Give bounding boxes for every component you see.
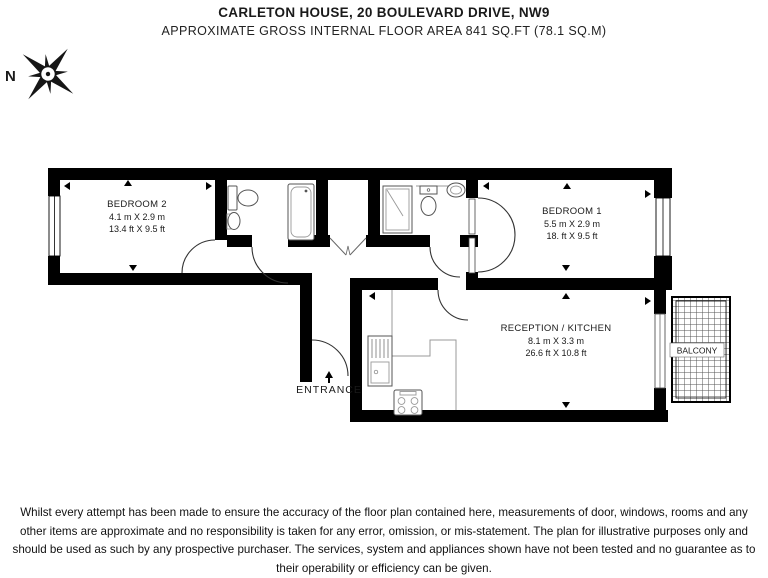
entrance-arrow-icon: [325, 371, 333, 383]
door-bedroom2: [182, 240, 215, 273]
bathtub-icon: [288, 184, 314, 240]
page-title: CARLETON HOUSE, 20 BOULEVARD DRIVE, NW9: [218, 5, 550, 20]
toilet-icon: [421, 197, 436, 216]
bedroom1-dim-metric: 5.5 m X 2.9 m: [543, 219, 601, 229]
door-bedroom1-lower: [478, 235, 515, 272]
bedroom2-dim-metric: 4.1 m X 2.9 m: [108, 212, 166, 222]
door-reception: [438, 290, 468, 320]
bathroom2-fixtures: [383, 183, 465, 233]
bedroom2-name: BEDROOM 2: [107, 199, 167, 210]
hob-icon: [394, 390, 422, 415]
kitchen-fixtures: [368, 290, 456, 415]
reception-dim-imperial: 26.6 ft X 10.8 ft: [525, 348, 587, 358]
entrance-label: ENTRANCE: [296, 384, 362, 396]
disclaimer-text: Whilst every attempt has been made to ensure the accuracy of the floor plan contained here, measurements of door, windows, rooms and any other items are approximate and no responsibility is taken for any error, omission, or mis-statement. The plan for illustrative purposes only and should be used as such by any prospective purchaser. The services, system and appliances shown have not been tested and no guarantee as to their operability or efficiency can be given.: [12, 506, 756, 575]
shower-icon: [383, 186, 412, 233]
bathroom1-fixtures: [227, 184, 314, 240]
page-subtitle: APPROXIMATE GROSS INTERNAL FLOOR AREA 841 SQ.FT (78.1 SQ.M): [161, 24, 607, 38]
room-label-bedroom1: [542, 206, 602, 241]
closet-doors: [330, 238, 366, 255]
bedroom1-dim-imperial: 18. ft X 9.5 ft: [546, 231, 598, 241]
door-bathroom2: [430, 247, 460, 277]
door-bedroom1-upper: [478, 198, 515, 235]
compass-north-label: N: [5, 68, 16, 85]
room-label-bedroom2: [107, 199, 167, 234]
sink-icon: [228, 213, 240, 230]
room-label-reception: [501, 323, 612, 358]
bedroom1-name: BEDROOM 1: [542, 206, 602, 217]
toilet-icon: [238, 190, 258, 206]
toilet-cistern-icon: [228, 186, 237, 210]
balcony: [670, 297, 730, 402]
window-bedroom2: [49, 196, 60, 256]
fridge-freezer-icon: [368, 336, 392, 386]
window-bedroom1: [656, 198, 670, 256]
sink-icon: [447, 183, 465, 197]
balcony-label: BALCONY: [676, 345, 718, 356]
door-entrance: [312, 340, 348, 376]
reception-name: RECEPTION / KITCHEN: [500, 323, 612, 334]
bedroom2-dim-imperial: 13.4 ft X 9.5 ft: [108, 224, 166, 234]
toilet-cistern-icon: [420, 186, 437, 194]
balcony-door-window: [655, 314, 665, 388]
reception-dim-metric: 8.1 m X 3.3 m: [527, 336, 585, 346]
